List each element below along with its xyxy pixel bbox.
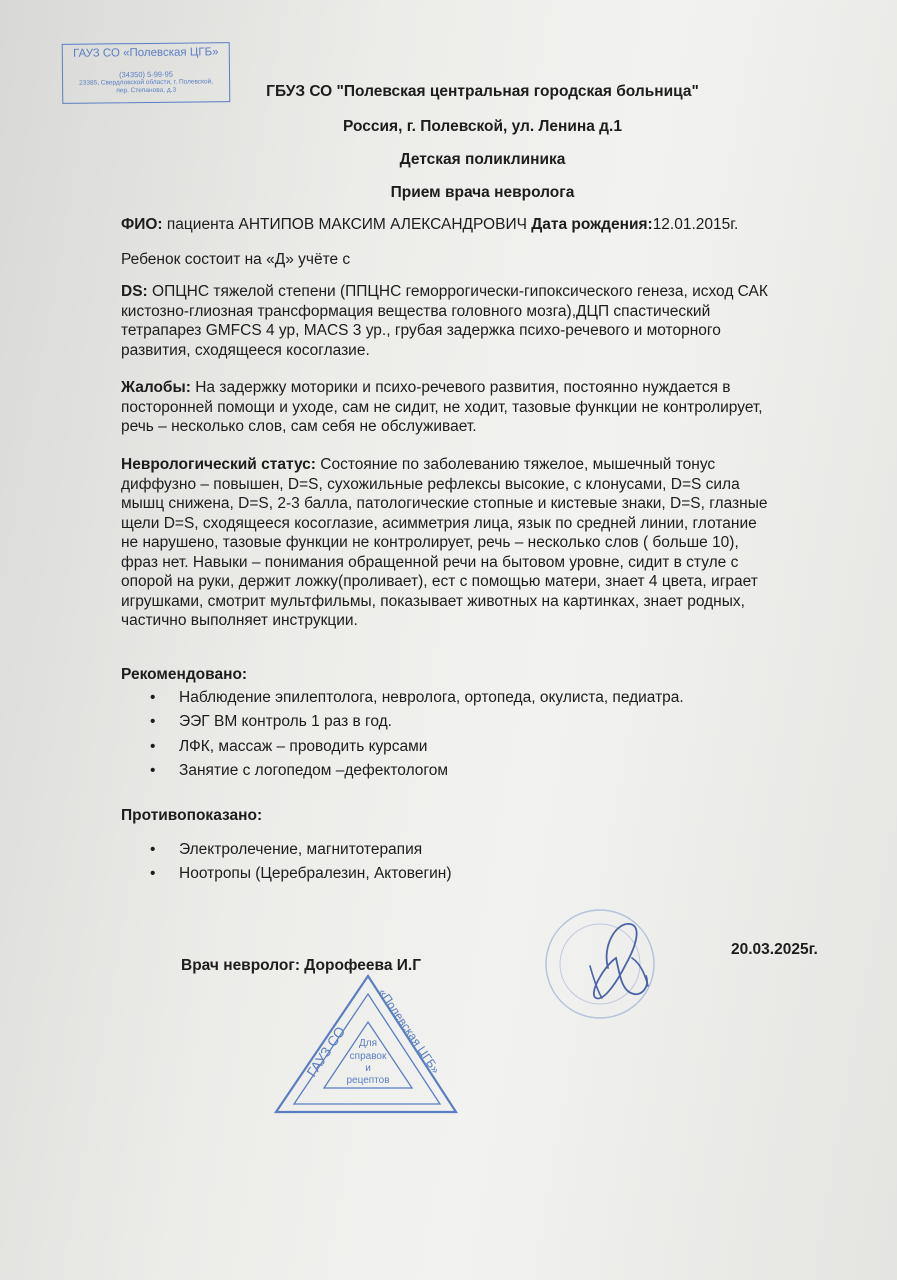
recommended-item-text: ЛФК, массаж – проводить курсами [179, 737, 428, 755]
stamp-line-4: пер. Степанова, д.3 [116, 86, 177, 95]
fio-label: ФИО: [121, 216, 163, 233]
stamp-line-3: 23385, Свердловской области, г. Полевской, [79, 78, 214, 87]
complaints-line-3: речь – несколько слов, сам себя не обслуживает. [121, 418, 477, 435]
list-item [150, 761, 684, 785]
complaints-line-1: На задержку моторики и психо-речевого развития, постоянно нуждается в [190, 379, 731, 396]
fio-value: пациента АНТИПОВ МАКСИМ АЛЕКСАНДРОВИЧ [162, 216, 532, 233]
doctor-signature-line: Врач невролог: Дорофеева И.Г [181, 957, 422, 974]
ds-label: DS: [121, 283, 148, 300]
bullet-icon: • [150, 761, 156, 779]
tri-stamp-center-1: Для [358, 1038, 378, 1049]
diagnosis-block [121, 282, 843, 360]
contraindicated-item-text: Ноотропы (Церебралезин, Актовегин) [179, 865, 452, 883]
org-title: ГБУЗ СО "Полевская центральная городская больница" [266, 83, 699, 100]
neuro-line-9: частично выполняет инструкции. [121, 612, 358, 629]
recommended-title: Рекомендовано: [121, 666, 248, 683]
neuro-line-8: игрушками, смотрит мультфильмы, показывает животных на картинках, знает родных, [121, 592, 745, 610]
bullet-icon: • [150, 865, 156, 883]
tri-stamp-right-text: «Полевская ЦГБ» [375, 985, 443, 1077]
stamp-line-2: (34350) 5-99-95 [119, 69, 173, 80]
ds-line-3: тетрапарез GMFCS 4 ур, MACS 3 ур., грубая задержка психо-речевого и моторного [121, 322, 721, 339]
recommended-item-text: Наблюдение эпилептолога, невролога, ортопеда, окулиста, педиатра. [179, 689, 684, 706]
org-address: Россия, г. Полевской, ул. Ленина д.1 [343, 118, 622, 135]
recommended-item-text: ЭЭГ ВМ контроль 1 раз в год. [179, 713, 392, 731]
list-item [150, 688, 684, 712]
complaints-line-2: посторонней помощи и уходе, сам не сидит, не ходит, тазовые функции не контролирует, [121, 398, 763, 416]
list-item [150, 840, 452, 864]
contraindicated-item-text: Электролечение, магнитотерапия [179, 841, 423, 858]
triangle-stamp-icon [270, 970, 465, 1120]
department-title: Детская поликлиника [399, 151, 566, 168]
round-stamp-icon [538, 906, 678, 1026]
neuro-line-4: щели D=S, сходящееся косоглазие, асимметрия лица, язык по средней линии, глотание [121, 514, 757, 532]
bullet-icon: • [150, 737, 156, 755]
neuro-line-6: фраз нет. Навыки – понимания обращенной речи на бытовом уровне, сидит в стуле с [121, 553, 739, 571]
tri-stamp-left-text: ГАУЗ СО [303, 1023, 349, 1080]
dob-label: Дата рождения: [531, 216, 653, 233]
recommended-list [150, 688, 684, 785]
ds-line-1: ОПЦНС тяжелой степени (ППЦНС геморрогически-гипоксического генеза, исход САК [147, 283, 768, 300]
signature-date: 20.03.2025г. [731, 941, 818, 958]
patient-line [121, 215, 843, 235]
neuro-line-5: не нарушено, тазовые функции не контролирует, речь – несколько слов ( больше 10), [121, 534, 739, 551]
neuro-status-block [121, 455, 843, 631]
ds-line-4: развития, сходящееся косоглазие. [121, 341, 370, 359]
list-item [150, 737, 684, 761]
dispensary-line: Ребенок состоит на «Д» учёте с [121, 251, 351, 268]
neuro-line-2: диффузно – повышен, D=S, сухожильные рефлексы высокие, с клонусами, D=S сила [121, 475, 740, 493]
neuro-line-3: мышц снижена, D=S, 2-3 балла, патологические стопные и кистевые знаки, D=S, глазные [121, 495, 768, 512]
tri-stamp-center-2: справок [349, 1051, 387, 1062]
neuro-line-1: Состояние по заболеванию тяжелое, мышечный тонус [315, 456, 716, 473]
complaints-block [121, 378, 843, 437]
dob-value: 12.01.2015г. [652, 216, 739, 233]
bullet-icon: • [150, 841, 156, 858]
neuro-line-7: опорой на руки, держит ложку(проливает), ест с помощью матери, знает 4 цвета, играет [121, 573, 758, 590]
ds-line-2: кистозно-глиозная трансформация вещества головного мозга),ДЦП спастический [121, 302, 711, 320]
bullet-icon: • [150, 713, 156, 731]
list-item [150, 712, 684, 736]
neuro-label: Неврологический статус: [121, 456, 316, 473]
contraindicated-list [150, 840, 452, 889]
visit-title: Прием врача невролога [390, 184, 575, 201]
tri-stamp-center-4: рецептов [346, 1075, 390, 1086]
recommended-item-text: Занятие с логопедом –дефектологом [179, 761, 448, 779]
stamp-line-1: ГАУЗ СО «Полевская ЦГБ» [73, 46, 219, 60]
bullet-icon: • [150, 689, 156, 706]
tri-stamp-center-3: и [365, 1063, 371, 1074]
complaints-label: Жалобы: [121, 379, 191, 396]
list-item [150, 864, 452, 888]
contraindicated-title: Противопоказано: [121, 807, 263, 824]
